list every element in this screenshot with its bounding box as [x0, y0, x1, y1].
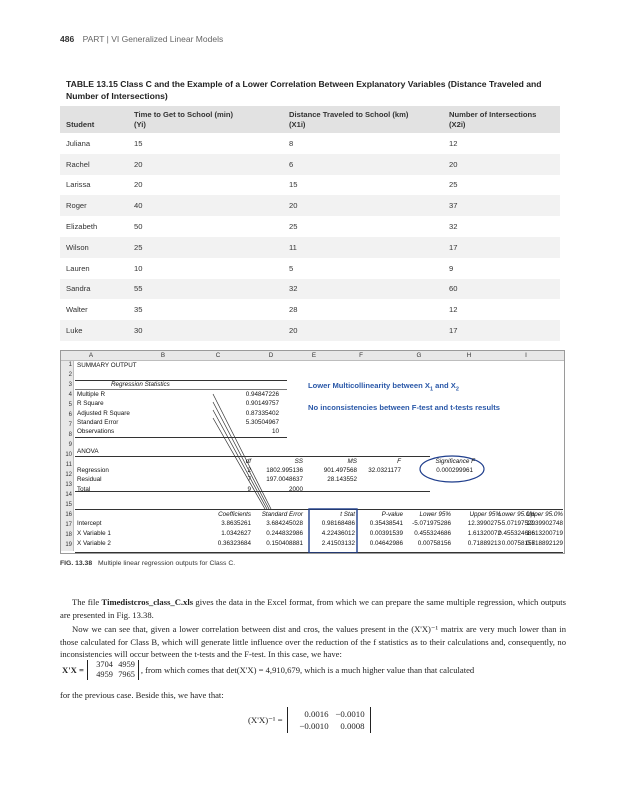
coef-value: 1.613200719: [526, 530, 563, 538]
anova-value: 9: [247, 485, 251, 493]
table-cell: 6: [289, 159, 294, 169]
anova-label: Regression: [77, 467, 109, 474]
matrix-row: [293, 708, 365, 720]
coef-value: 0.718892129: [526, 540, 563, 548]
table-cell: 12: [449, 138, 458, 148]
column-letter: B: [160, 352, 166, 359]
row-number: 8: [68, 432, 72, 438]
anova-header: SS: [294, 458, 303, 465]
table-cell: Juliana: [66, 138, 91, 148]
table-body: [60, 133, 560, 341]
row-number: 18: [65, 532, 72, 538]
table-row: [60, 133, 560, 154]
matrix-cell: 4959: [96, 670, 113, 679]
anova-value: 2: [247, 467, 251, 474]
table-cell: 20: [134, 180, 143, 190]
p1-post: gives the data in the Excel format, from which we can prepare the same multiple regression, which outputs are presented in Fig. 13.38.: [60, 597, 566, 620]
table-row: [60, 320, 560, 341]
anova-label: Residual: [77, 476, 102, 484]
table-cell: 9: [449, 263, 454, 273]
table-cell: 32: [449, 222, 458, 232]
table-cell: 60: [449, 284, 458, 294]
table-cell: 55: [134, 284, 143, 294]
coef-value: -5.071975286: [412, 520, 451, 527]
excel-summary-output: [60, 350, 565, 554]
header-label: Distance Traveled to School (km): [289, 110, 409, 119]
header-label: Time to Get to School (min): [134, 110, 234, 119]
coef-value: 0.36323684: [217, 540, 251, 548]
regstats-value: 10: [271, 428, 279, 436]
coef-header: Lower 95%: [419, 511, 451, 518]
coef-value: 0.71889213: [467, 540, 501, 548]
anova-value: 197.0048637: [266, 476, 303, 484]
header-symbol: (Yi): [134, 120, 146, 129]
summary-title: SUMMARY OUTPUT: [77, 362, 137, 369]
row-number: 15: [65, 502, 72, 508]
table-cell: 25: [289, 222, 298, 232]
column-letter: E: [311, 352, 317, 359]
coef-value: 12.3990275: [467, 520, 501, 527]
coef-value: 0.00391539: [369, 530, 403, 538]
table-cell: 17: [449, 242, 458, 252]
regstats-value: 0.94847226: [245, 391, 279, 398]
anova-value: 901.497568: [323, 467, 357, 474]
data-table: [60, 106, 560, 341]
coef-value: 0.455324686: [414, 530, 451, 538]
column-letter: D: [268, 352, 274, 359]
table-cell: 15: [134, 138, 143, 148]
table-cell: 35: [134, 305, 143, 315]
anova-header: MS: [347, 458, 357, 465]
coef-header: P-value: [381, 511, 403, 518]
row-number: 13: [65, 482, 72, 488]
row-number: 6: [68, 412, 72, 418]
annotation-inconsistencies: No inconsistencies between F-test and t-tests results: [308, 403, 500, 412]
table-cell: Rachel: [66, 159, 90, 169]
coef-label: Intercept: [77, 520, 102, 527]
anova-header: df: [245, 458, 251, 465]
table-cell: 50: [134, 222, 143, 232]
coef-value: 3.684245028: [266, 520, 303, 527]
table-cell: 20: [289, 326, 298, 336]
matrix-cell: 0.0008: [340, 721, 365, 731]
row-number: 9: [68, 442, 72, 448]
table-cell: 32: [289, 284, 298, 294]
regstats-label: Standard Error: [77, 418, 119, 426]
paragraph-3: for the previous case. Beside this, we have that:: [60, 690, 224, 700]
table-cell: 20: [449, 159, 458, 169]
table-header-cell: [443, 106, 560, 133]
anova-value: 1802.995136: [266, 467, 303, 474]
coef-value: 0.04642986: [369, 540, 403, 548]
coef-value: 0.244832986: [266, 530, 303, 538]
row-number: 16: [65, 512, 72, 518]
table-header-cell: [60, 106, 128, 133]
coef-header: Upper 95%: [469, 511, 501, 518]
coef-value: 0.150408881: [266, 540, 303, 548]
table-cell: 8: [289, 138, 294, 148]
row-number: 5: [68, 402, 72, 408]
anova-header: Significance F: [435, 458, 475, 465]
regstats-value: 0.90149757: [245, 400, 279, 408]
figure-caption: [60, 560, 235, 567]
regstats-value: 5.30504967: [245, 418, 279, 426]
coef-value: 12.39902748: [526, 520, 563, 527]
row-number: 11: [65, 462, 72, 468]
table-cell: Larissa: [66, 180, 91, 190]
table-cell: 40: [134, 201, 143, 211]
row-number: 7: [68, 422, 72, 428]
coef-header: Lower 95.0%: [498, 511, 535, 518]
coef-value: 1.0342627: [221, 530, 251, 538]
table-row: [60, 279, 560, 300]
row-number: 12: [65, 472, 72, 478]
regstats-title: Regression Statistics: [111, 381, 170, 388]
table-row: [60, 237, 560, 258]
column-letter: C: [215, 352, 221, 359]
table-cell: 17: [449, 326, 458, 336]
paragraph-1: [60, 596, 566, 621]
table-row: [60, 258, 560, 279]
column-letter: F: [359, 352, 363, 359]
annotation-text: Lower Multicollinearity between X: [308, 381, 430, 390]
figure-caption-text: Multiple linear regression outputs for Class C.: [98, 560, 236, 567]
column-letter: A: [88, 352, 94, 359]
table-header-cell: [128, 106, 283, 133]
table-cell: Wilson: [66, 242, 89, 252]
eq1-lhs: X'X =: [62, 664, 84, 675]
header-label: Number of Intersections: [449, 110, 537, 119]
row-number: 3: [68, 382, 72, 388]
table-cell: Elizabeth: [66, 222, 98, 232]
table-cell: Roger: [66, 201, 87, 211]
row-number: 1: [68, 362, 72, 368]
coef-value: 0.98168486: [321, 520, 355, 527]
regstats-label: Observations: [77, 428, 115, 436]
table-cell: 12: [449, 305, 458, 315]
anova-value: 0.000299961: [436, 467, 473, 474]
coef-header: Upper 95.0%: [526, 511, 563, 518]
matrix-cell: −0.0010: [335, 709, 365, 719]
regstats-label: Multiple R: [77, 391, 105, 398]
eq1-text: , from which comes that det(X'X) = 4,910,679, which is a much higher value than that calculated: [140, 664, 475, 675]
coef-value: 2.41503132: [321, 540, 355, 548]
table-row: [60, 195, 560, 216]
table-cell: 10: [134, 263, 143, 273]
table-caption: TABLE 13.15 Class C and the Example of a Lower Correlation Between Explanatory Variables (Distance Traveled and Number of Intersections): [66, 79, 542, 101]
p1-pre: The file: [72, 597, 102, 607]
coef-value: 0.00758156: [501, 540, 535, 548]
eq2-lhs: (X'X)⁻¹ =: [248, 714, 283, 725]
table-row: [60, 216, 560, 237]
table-cell: 20: [134, 159, 143, 169]
coef-value: 1.61320072: [467, 530, 501, 538]
column-letter: G: [416, 352, 422, 359]
table-cell: Sandra: [66, 284, 91, 294]
table-cell: 25: [134, 242, 143, 252]
equation-2: [248, 707, 371, 733]
page-number: 486: [60, 34, 75, 44]
row-number: 2: [68, 372, 72, 378]
coef-label: X Variable 2: [77, 540, 111, 548]
table-row: [60, 154, 560, 175]
table-header-cell: [283, 106, 443, 133]
file-name: Timedistcros_class_C.xls: [101, 597, 194, 607]
header-label: Student: [66, 120, 95, 129]
anova-value: 2000: [288, 485, 303, 493]
row-number: 14: [65, 492, 72, 498]
anova-value: 32.0321177: [368, 467, 401, 474]
regstats-value: 0.87335402: [245, 409, 279, 417]
table-cell: 37: [449, 201, 458, 211]
section-title: PART | VI Generalized Linear Models: [82, 34, 224, 44]
coef-header: t Stat: [340, 511, 355, 518]
annotation-sub: 2: [455, 386, 459, 393]
paragraph-2: Now we can see that, given a lower correlation between dist and cros, the values present in the (X'X)⁻¹ matrix are very much lower than in those calculated for Class B, which will generate little influence over the reduction of the f statistics as to their calculations and, consequently, no inconsistencies will occur between the t-tests and the F-test. In this case, we have:: [60, 624, 566, 660]
anova-value: 28.143552: [327, 476, 357, 484]
matrix-cell: 4959: [118, 660, 135, 669]
row-number: 19: [65, 542, 72, 548]
column-letter: H: [466, 352, 472, 359]
regstats-label: Adjusted R Square: [77, 409, 130, 417]
coef-value: 0.00758156: [417, 540, 451, 548]
table-row: [60, 299, 560, 320]
table-cell: 20: [289, 201, 298, 211]
table-cell: Luke: [66, 326, 83, 336]
anova-value: 7: [247, 476, 251, 484]
table-cell: 30: [134, 326, 143, 336]
regstats-label: R Square: [77, 400, 104, 408]
coef-value: 0.35438541: [369, 520, 403, 527]
annotation-text: and X: [433, 381, 456, 390]
coef-header: Standard Error: [261, 511, 303, 518]
coef-header: Coefficients: [218, 511, 251, 518]
table-cell: 15: [289, 180, 298, 190]
header-symbol: (X1i): [289, 120, 306, 129]
equation-1: [60, 660, 566, 680]
xtx-matrix: [87, 660, 139, 680]
matrix-cell: 7965: [118, 670, 135, 679]
table-cell: 28: [289, 305, 298, 315]
matrix-cell: 3704: [96, 660, 113, 669]
header-symbol: (X2i): [449, 120, 466, 129]
matrix-row: [91, 660, 135, 670]
column-letter: I: [525, 352, 527, 359]
anova-label: Total: [77, 485, 91, 493]
table-cell: Walter: [66, 305, 88, 315]
matrix-row: [91, 670, 135, 680]
table-row: [60, 175, 560, 196]
coef-label: X Variable 1: [77, 530, 111, 538]
anova-title: ANOVA: [77, 448, 99, 455]
matrix-row: [293, 720, 365, 732]
row-number: 4: [68, 392, 72, 398]
row-number: 17: [65, 522, 72, 528]
table-cell: 25: [449, 180, 458, 190]
table-header-row: [60, 106, 560, 133]
matrix-cell: −0.0010: [299, 721, 329, 731]
page-header: [60, 34, 223, 44]
table-cell: 5: [289, 263, 294, 273]
data-table-block: [60, 76, 560, 341]
annotation-sub: 1: [429, 386, 434, 393]
leader-line: [213, 418, 265, 509]
row-number: 10: [65, 452, 72, 458]
coef-value: 3.8635261: [221, 520, 251, 527]
matrix-cell: 0.0016: [304, 709, 329, 719]
coef-value: -5.07197529: [499, 520, 535, 527]
xtx-inverse-matrix: [287, 707, 371, 733]
coef-value: 4.22436012: [321, 530, 355, 538]
coef-value: 0.455324686: [498, 530, 535, 538]
anova-header: F: [397, 458, 401, 465]
table-cell: Lauren: [66, 263, 90, 273]
table-cell: 11: [289, 242, 297, 252]
figure-label: FIG. 13.38: [60, 560, 93, 567]
